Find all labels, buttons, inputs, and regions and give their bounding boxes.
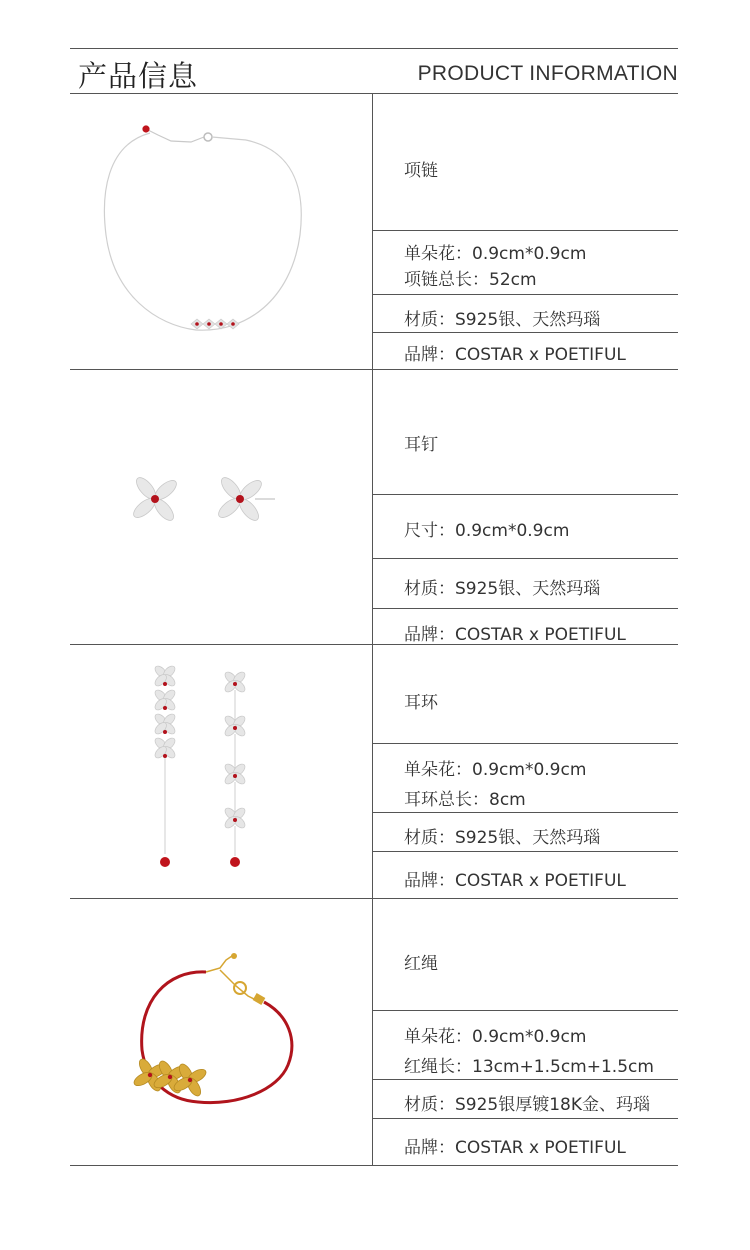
row-divider <box>372 851 678 852</box>
product-name: 项链 <box>404 161 438 181</box>
row-divider <box>372 1118 678 1119</box>
spec-flower-size: 单朵花：0.9cm*0.9cm <box>404 244 587 264</box>
spec-material: 材质：S925银、天然玛瑙 <box>404 828 601 848</box>
header-rule <box>70 93 678 94</box>
spec-flower-size: 单朵花：0.9cm*0.9cm <box>404 1027 587 1047</box>
spec-material: 材质：S925银、天然玛瑙 <box>404 579 601 599</box>
spec-brand: 品牌：COSTAR x POETIFUL <box>404 871 626 891</box>
row-divider <box>372 1079 678 1080</box>
spec-brand: 品牌：COSTAR x POETIFUL <box>404 1138 626 1158</box>
spec-brand: 品牌：COSTAR x POETIFUL <box>404 625 626 645</box>
top-rule <box>70 48 678 49</box>
product-name: 耳钉 <box>404 435 438 455</box>
column-divider <box>372 93 373 1165</box>
page-title: 产品信息 <box>78 59 199 93</box>
product-name: 耳环 <box>404 693 438 713</box>
red-cord-bracelet-image <box>128 950 316 1126</box>
necklace-image <box>96 115 308 345</box>
row-divider <box>372 294 678 295</box>
row-divider <box>372 332 678 333</box>
row-divider <box>372 608 678 609</box>
spec-total-length: 项链总长：52cm <box>404 270 537 290</box>
spec-total-length: 耳环总长：8cm <box>404 790 526 810</box>
spec-flower-size: 单朵花：0.9cm*0.9cm <box>404 760 587 780</box>
product-name: 红绳 <box>404 954 438 974</box>
section-divider <box>70 369 678 370</box>
spec-size: 尺寸：0.9cm*0.9cm <box>404 521 570 541</box>
row-divider <box>372 230 678 231</box>
page-title-english: PRODUCT INFORMATION <box>417 62 678 85</box>
row-divider <box>372 812 678 813</box>
row-divider <box>372 558 678 559</box>
section-divider <box>70 898 678 899</box>
spec-brand: 品牌：COSTAR x POETIFUL <box>404 345 626 365</box>
spec-material: 材质：S925银厚镀18K金、玛瑙 <box>404 1095 651 1115</box>
row-divider <box>372 494 678 495</box>
spec-total-length: 红绳长：13cm+1.5cm+1.5cm <box>404 1057 654 1077</box>
stud-earrings-image <box>120 468 280 530</box>
section-divider <box>70 1165 678 1166</box>
row-divider <box>372 1010 678 1011</box>
row-divider <box>372 743 678 744</box>
spec-material: 材质：S925银、天然玛瑙 <box>404 310 601 330</box>
drop-earrings-image <box>140 662 260 877</box>
